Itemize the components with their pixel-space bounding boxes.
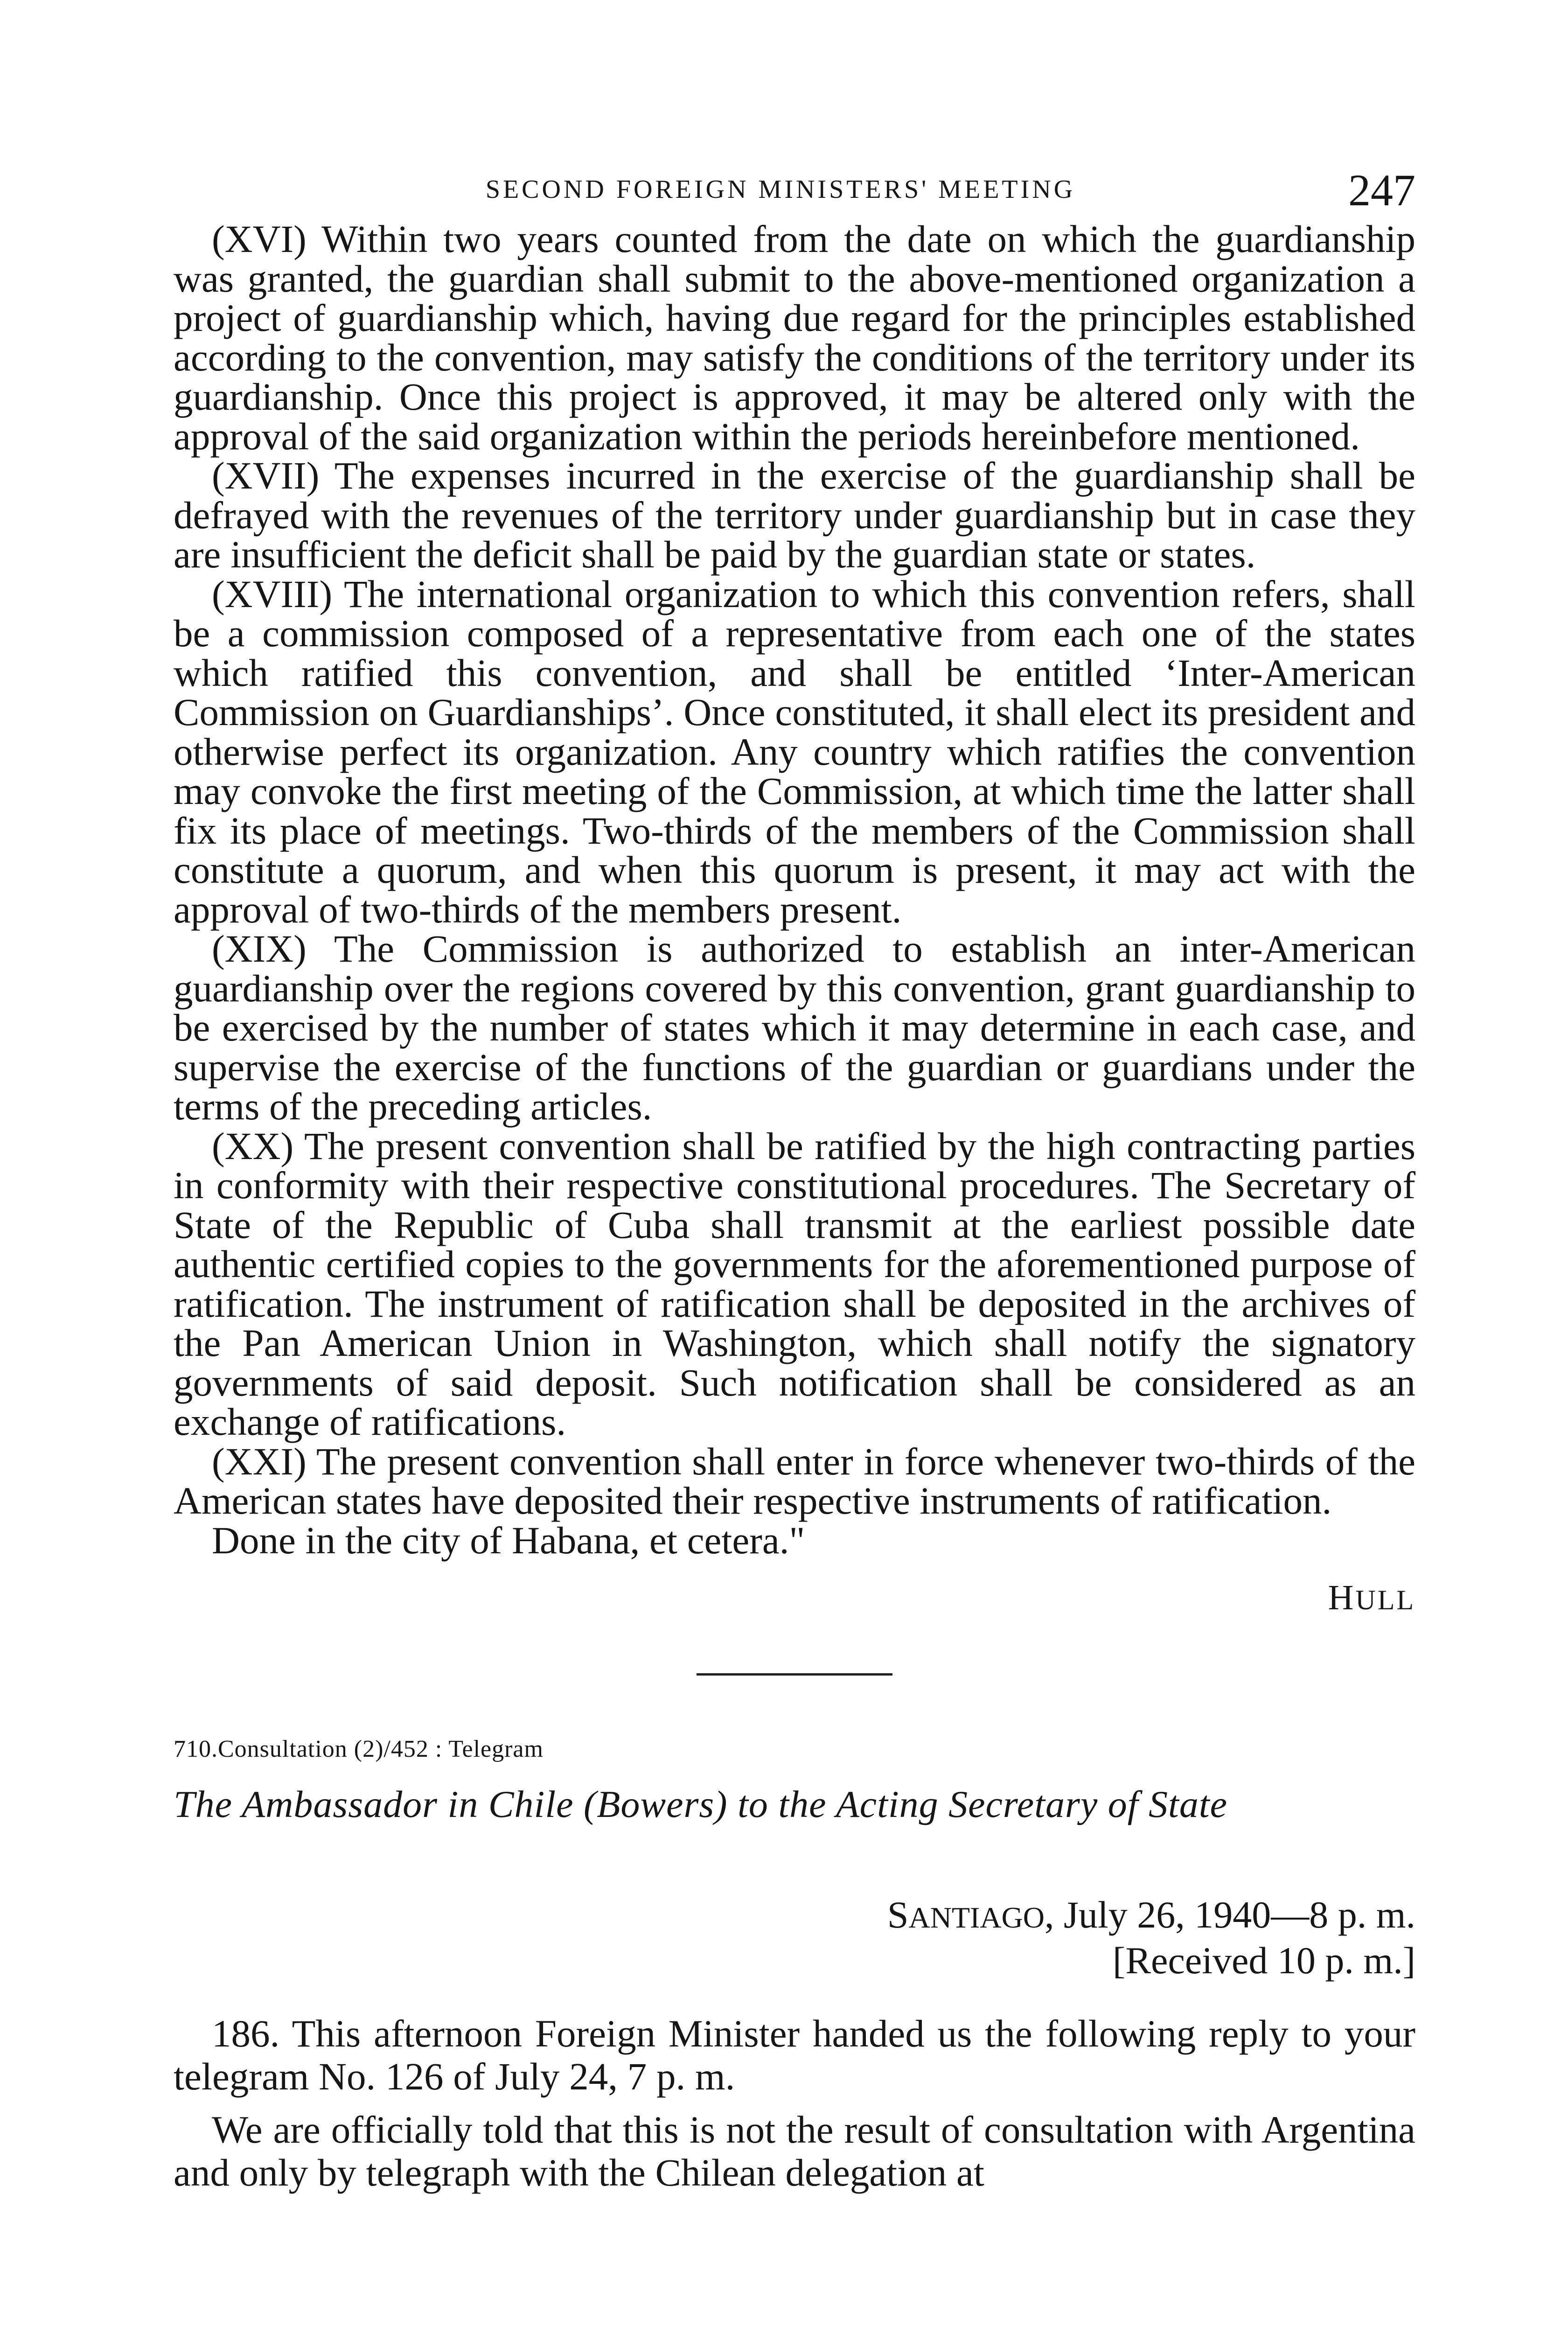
dateline-city-rest: ANTIAGO <box>908 1901 1045 1934</box>
running-title: SECOND FOREIGN MINISTERS' MEETING <box>485 175 1076 204</box>
page-number: 247 <box>1348 165 1415 215</box>
article-xx: (XX) The present convention shall be ratified by the high contracting parties in conformity with their respective constitutional procedures. The Secretary of State of the Republic of Cuba shall transmit at the earliest possible date authentic certified copies to the governments for the aforementioned purpose of ratification. The instrument of ratification shall be deposited in the archives of the Pan American Union in Washington, which shall notify the signatory governments of said deposit. Such notification shall be considered as an exchange of ratifications. <box>174 1124 1415 1443</box>
convention-text <box>174 219 1415 1560</box>
message-paragraph: 186. This afternoon Foreign Minister handed us the following reply to your telegram No. 126 of July 24, 7 p. m. <box>174 2012 1415 2098</box>
signature <box>174 1578 1415 1618</box>
article-xvii: (XVII) The expenses incurred in the exercise of the guardianship shall be defrayed with the revenues of the territory under guardianship but in case they are insufficient the deficit shall be paid by the guardian state or states. <box>174 454 1415 576</box>
signature-initial: H <box>1328 1578 1356 1617</box>
document-heading: The Ambassador in Chile (Bowers) to the Acting Secretary of State <box>174 1783 1228 1825</box>
message-paragraph: We are officially told that this is not the result of consultation with Argentina and only by telegraph with the Chilean delegation at <box>174 2108 1415 2194</box>
signature-rest: ULL <box>1355 1585 1415 1615</box>
dateline-place-date <box>174 1893 1415 1939</box>
article-xviii: (XVIII) The international organization to which this convention refers, shall be a commission composed of a representative from each one of the states which ratified this convention, and shall be entitled ‘Inter-American Commission on Guardianships’. Once constituted, it shall elect its president and otherwise perfect its organization. Any country which ratifies the convention may convoke the first meeting of the Commission, at which time the latter shall fix its place of meetings. Two-thirds of the members of the Commission shall constitute a quorum, and when this quorum is present, it may act with the approval of two-thirds of the members present. <box>174 572 1415 931</box>
running-header <box>174 165 1415 219</box>
document-page <box>174 165 1415 2194</box>
article-xvi: (XVI) Within two years counted from the date on which the guardianship was granted, the guardian shall submit to the above-mentioned organization a project of guardianship which, having due regard for the principles established according to the convention, may satisfy the conditions of the territory under its guardianship. Once this project is approved, it may be altered only with the approval of the said organization within the periods hereinbefore mentioned. <box>174 217 1415 458</box>
file-reference: 710.Consultation (2)/452 : Telegram <box>174 1736 544 1762</box>
dateline-city-initial: S <box>887 1893 909 1936</box>
closing-line: Done in the city of Habana, et cetera." <box>212 1518 805 1562</box>
telegram-message <box>174 2012 1415 2194</box>
received-note: [Received 10 p. m.] <box>1113 1939 1415 1982</box>
dateline <box>174 1893 1415 1982</box>
article-xix: (XIX) The Commission is authorized to establish an inter-American guardianship over the regions covered by this convention, grant guardianship to be exercised by the number of states which it may determine in each case, and supervise the exercise of the functions of the guardian or guardians under the terms of the preceding articles. <box>174 927 1415 1128</box>
dateline-date: , July 26, 1940—8 p. m. <box>1045 1893 1415 1936</box>
section-divider <box>697 1673 892 1676</box>
article-xxi: (XXI) The present convention shall enter in force whenever two-thirds of the American states have deposited their respective instruments of ratification. <box>174 1439 1415 1522</box>
